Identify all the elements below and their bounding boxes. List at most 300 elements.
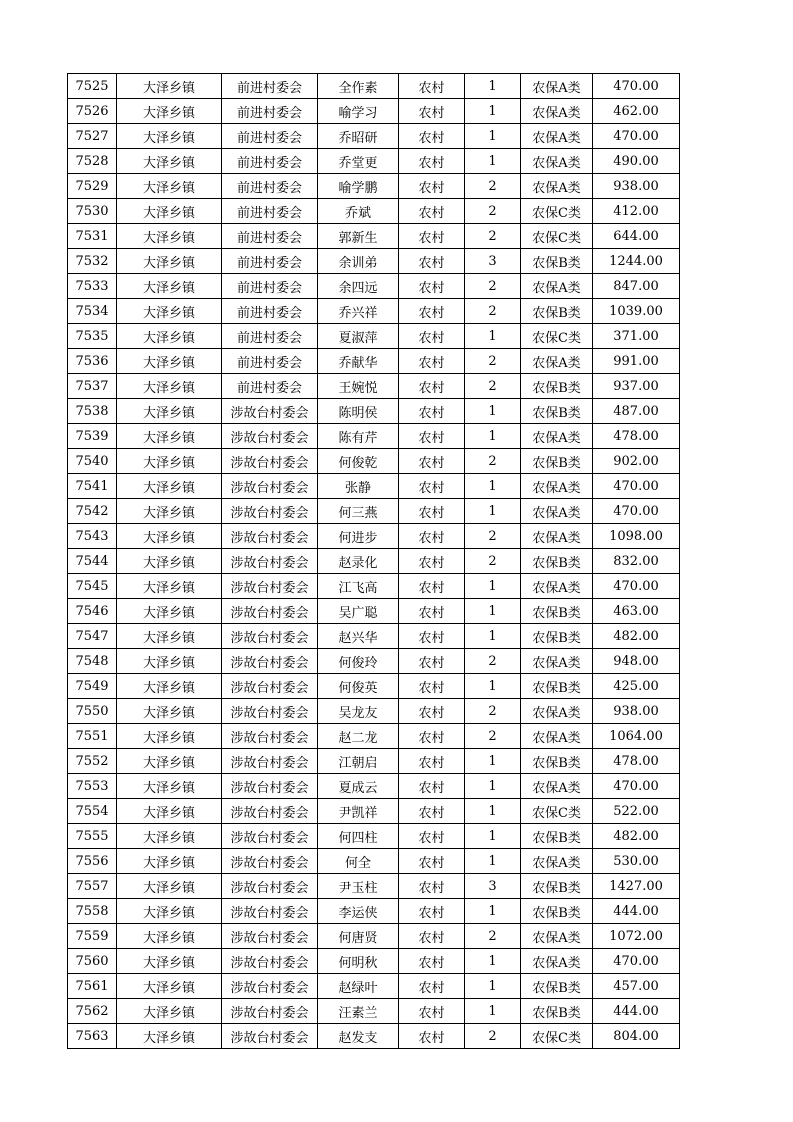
cell-village-committee: 涉故台村委会	[222, 674, 318, 699]
cell-household-type: 农村	[399, 899, 465, 924]
cell-name: 张静	[318, 474, 399, 499]
cell-town: 大泽乡镇	[117, 424, 222, 449]
table-row	[68, 1024, 680, 1049]
cell-person-count: 3	[465, 874, 521, 899]
cell-village-committee: 前进村委会	[222, 324, 318, 349]
cell-name: 何四柱	[318, 824, 399, 849]
cell-amount: 804.00	[593, 1024, 680, 1049]
table-row	[68, 974, 680, 999]
cell-name: 何俊玲	[318, 649, 399, 674]
cell-amount: 1072.00	[593, 924, 680, 949]
table-row	[68, 99, 680, 124]
cell-person-count: 1	[465, 474, 521, 499]
cell-category: 农保B类	[521, 674, 593, 699]
cell-town: 大泽乡镇	[117, 174, 222, 199]
cell-amount: 530.00	[593, 849, 680, 874]
cell-town: 大泽乡镇	[117, 749, 222, 774]
cell-village-committee: 涉故台村委会	[222, 824, 318, 849]
cell-household-type: 农村	[399, 349, 465, 374]
cell-village-committee: 涉故台村委会	[222, 799, 318, 824]
cell-name: 乔堂更	[318, 149, 399, 174]
cell-household-type: 农村	[399, 974, 465, 999]
cell-person-count: 2	[465, 299, 521, 324]
cell-name: 吴龙友	[318, 699, 399, 724]
cell-person-count: 3	[465, 249, 521, 274]
cell-town: 大泽乡镇	[117, 474, 222, 499]
cell-village-committee: 涉故台村委会	[222, 574, 318, 599]
cell-category: 农保B类	[521, 899, 593, 924]
cell-person-count: 1	[465, 424, 521, 449]
cell-name: 尹玉柱	[318, 874, 399, 899]
cell-amount: 470.00	[593, 774, 680, 799]
cell-amount: 938.00	[593, 174, 680, 199]
cell-amount: 470.00	[593, 949, 680, 974]
cell-category: 农保B类	[521, 374, 593, 399]
cell-person-count: 1	[465, 774, 521, 799]
table-row	[68, 924, 680, 949]
cell-name: 喻学习	[318, 99, 399, 124]
cell-serial-no: 7533	[68, 274, 117, 299]
cell-category: 农保C类	[521, 199, 593, 224]
table-row	[68, 599, 680, 624]
cell-serial-no: 7551	[68, 724, 117, 749]
cell-serial-no: 7542	[68, 499, 117, 524]
cell-household-type: 农村	[399, 1024, 465, 1049]
cell-name: 何俊英	[318, 674, 399, 699]
cell-person-count: 2	[465, 199, 521, 224]
cell-serial-no: 7560	[68, 949, 117, 974]
cell-category: 农保B类	[521, 549, 593, 574]
cell-name: 余训弟	[318, 249, 399, 274]
cell-amount: 644.00	[593, 224, 680, 249]
table-row	[68, 674, 680, 699]
cell-serial-no: 7547	[68, 624, 117, 649]
cell-village-committee: 涉故台村委会	[222, 849, 318, 874]
cell-category: 农保A类	[521, 949, 593, 974]
cell-village-committee: 涉故台村委会	[222, 699, 318, 724]
cell-town: 大泽乡镇	[117, 824, 222, 849]
cell-household-type: 农村	[399, 849, 465, 874]
table-row	[68, 249, 680, 274]
cell-person-count: 2	[465, 924, 521, 949]
cell-amount: 522.00	[593, 799, 680, 824]
table-row	[68, 999, 680, 1024]
cell-name: 赵发支	[318, 1024, 399, 1049]
table-row	[68, 849, 680, 874]
cell-serial-no: 7536	[68, 349, 117, 374]
cell-town: 大泽乡镇	[117, 499, 222, 524]
cell-category: 农保C类	[521, 1024, 593, 1049]
cell-household-type: 农村	[399, 874, 465, 899]
cell-person-count: 1	[465, 674, 521, 699]
cell-amount: 470.00	[593, 74, 680, 99]
cell-category: 农保A类	[521, 149, 593, 174]
table-row	[68, 349, 680, 374]
cell-amount: 482.00	[593, 624, 680, 649]
cell-category: 农保A类	[521, 274, 593, 299]
cell-town: 大泽乡镇	[117, 449, 222, 474]
cell-category: 农保B类	[521, 824, 593, 849]
cell-category: 农保C类	[521, 799, 593, 824]
cell-town: 大泽乡镇	[117, 624, 222, 649]
cell-household-type: 农村	[399, 949, 465, 974]
cell-village-committee: 涉故台村委会	[222, 774, 318, 799]
cell-village-committee: 前进村委会	[222, 124, 318, 149]
cell-serial-no: 7527	[68, 124, 117, 149]
cell-person-count: 1	[465, 499, 521, 524]
cell-town: 大泽乡镇	[117, 274, 222, 299]
cell-village-committee: 涉故台村委会	[222, 724, 318, 749]
cell-amount: 478.00	[593, 424, 680, 449]
cell-village-committee: 前进村委会	[222, 299, 318, 324]
cell-amount: 938.00	[593, 699, 680, 724]
cell-village-committee: 涉故台村委会	[222, 424, 318, 449]
cell-person-count: 1	[465, 399, 521, 424]
cell-village-committee: 涉故台村委会	[222, 749, 318, 774]
table-row	[68, 174, 680, 199]
cell-village-committee: 涉故台村委会	[222, 499, 318, 524]
cell-town: 大泽乡镇	[117, 874, 222, 899]
cell-town: 大泽乡镇	[117, 524, 222, 549]
cell-person-count: 2	[465, 1024, 521, 1049]
cell-amount: 937.00	[593, 374, 680, 399]
cell-household-type: 农村	[399, 774, 465, 799]
cell-town: 大泽乡镇	[117, 374, 222, 399]
table-row	[68, 324, 680, 349]
cell-person-count: 2	[465, 174, 521, 199]
cell-amount: 1244.00	[593, 249, 680, 274]
cell-category: 农保B类	[521, 399, 593, 424]
cell-person-count: 1	[465, 574, 521, 599]
cell-town: 大泽乡镇	[117, 249, 222, 274]
table-row	[68, 449, 680, 474]
cell-category: 农保A类	[521, 74, 593, 99]
cell-village-committee: 涉故台村委会	[222, 874, 318, 899]
cell-category: 农保C类	[521, 224, 593, 249]
table-row	[68, 424, 680, 449]
cell-name: 王婉悦	[318, 374, 399, 399]
cell-name: 赵兴华	[318, 624, 399, 649]
cell-category: 农保B类	[521, 749, 593, 774]
cell-village-committee: 涉故台村委会	[222, 474, 318, 499]
cell-person-count: 1	[465, 949, 521, 974]
cell-village-committee: 前进村委会	[222, 199, 318, 224]
table-row	[68, 299, 680, 324]
cell-amount: 425.00	[593, 674, 680, 699]
cell-person-count: 1	[465, 999, 521, 1024]
cell-amount: 470.00	[593, 574, 680, 599]
cell-town: 大泽乡镇	[117, 574, 222, 599]
cell-person-count: 1	[465, 149, 521, 174]
cell-serial-no: 7562	[68, 999, 117, 1024]
cell-town: 大泽乡镇	[117, 224, 222, 249]
table-row	[68, 374, 680, 399]
cell-serial-no: 7554	[68, 799, 117, 824]
cell-village-committee: 前进村委会	[222, 149, 318, 174]
cell-name: 李运侠	[318, 899, 399, 924]
cell-name: 乔昭研	[318, 124, 399, 149]
cell-person-count: 2	[465, 724, 521, 749]
cell-name: 何俊乾	[318, 449, 399, 474]
cell-name: 何明秋	[318, 949, 399, 974]
table-row	[68, 549, 680, 574]
cell-category: 农保A类	[521, 574, 593, 599]
table-row	[68, 824, 680, 849]
cell-name: 尹凯祥	[318, 799, 399, 824]
cell-name: 赵绿叶	[318, 974, 399, 999]
cell-category: 农保B类	[521, 999, 593, 1024]
cell-person-count: 1	[465, 749, 521, 774]
cell-household-type: 农村	[399, 124, 465, 149]
cell-village-committee: 涉故台村委会	[222, 999, 318, 1024]
cell-amount: 478.00	[593, 749, 680, 774]
cell-person-count: 1	[465, 849, 521, 874]
cell-serial-no: 7550	[68, 699, 117, 724]
cell-amount: 470.00	[593, 499, 680, 524]
cell-serial-no: 7528	[68, 149, 117, 174]
cell-town: 大泽乡镇	[117, 324, 222, 349]
cell-town: 大泽乡镇	[117, 549, 222, 574]
cell-amount: 457.00	[593, 974, 680, 999]
cell-household-type: 农村	[399, 424, 465, 449]
table-row	[68, 649, 680, 674]
cell-name: 全作素	[318, 74, 399, 99]
table-row	[68, 874, 680, 899]
cell-serial-no: 7526	[68, 99, 117, 124]
cell-name: 何进步	[318, 524, 399, 549]
cell-name: 何全	[318, 849, 399, 874]
cell-serial-no: 7531	[68, 224, 117, 249]
cell-serial-no: 7525	[68, 74, 117, 99]
cell-amount: 1039.00	[593, 299, 680, 324]
cell-household-type: 农村	[399, 249, 465, 274]
cell-serial-no: 7541	[68, 474, 117, 499]
cell-category: 农保B类	[521, 599, 593, 624]
cell-name: 喻学鹏	[318, 174, 399, 199]
cell-name: 江飞高	[318, 574, 399, 599]
cell-household-type: 农村	[399, 824, 465, 849]
cell-category: 农保B类	[521, 299, 593, 324]
cell-amount: 490.00	[593, 149, 680, 174]
cell-serial-no: 7559	[68, 924, 117, 949]
cell-amount: 948.00	[593, 649, 680, 674]
cell-category: 农保A类	[521, 524, 593, 549]
cell-town: 大泽乡镇	[117, 1024, 222, 1049]
cell-name: 郭新生	[318, 224, 399, 249]
table-row	[68, 399, 680, 424]
cell-serial-no: 7544	[68, 549, 117, 574]
cell-household-type: 农村	[399, 99, 465, 124]
cell-household-type: 农村	[399, 649, 465, 674]
cell-serial-no: 7538	[68, 399, 117, 424]
cell-town: 大泽乡镇	[117, 799, 222, 824]
cell-person-count: 1	[465, 599, 521, 624]
cell-person-count: 2	[465, 374, 521, 399]
cell-amount: 371.00	[593, 324, 680, 349]
cell-name: 江朝启	[318, 749, 399, 774]
cell-serial-no: 7529	[68, 174, 117, 199]
cell-village-committee: 涉故台村委会	[222, 1024, 318, 1049]
cell-person-count: 2	[465, 274, 521, 299]
table-row	[68, 574, 680, 599]
table-row	[68, 224, 680, 249]
cell-village-committee: 涉故台村委会	[222, 649, 318, 674]
cell-person-count: 2	[465, 524, 521, 549]
cell-name: 赵录化	[318, 549, 399, 574]
cell-amount: 1098.00	[593, 524, 680, 549]
cell-town: 大泽乡镇	[117, 349, 222, 374]
cell-household-type: 农村	[399, 624, 465, 649]
cell-village-committee: 前进村委会	[222, 174, 318, 199]
cell-household-type: 农村	[399, 524, 465, 549]
cell-household-type: 农村	[399, 324, 465, 349]
cell-amount: 482.00	[593, 824, 680, 849]
cell-serial-no: 7561	[68, 974, 117, 999]
cell-person-count: 1	[465, 324, 521, 349]
roster-body	[68, 74, 680, 1049]
cell-serial-no: 7549	[68, 674, 117, 699]
cell-household-type: 农村	[399, 474, 465, 499]
table-row	[68, 624, 680, 649]
cell-category: 农保B类	[521, 874, 593, 899]
cell-household-type: 农村	[399, 499, 465, 524]
cell-serial-no: 7532	[68, 249, 117, 274]
cell-village-committee: 前进村委会	[222, 249, 318, 274]
table-row	[68, 749, 680, 774]
cell-town: 大泽乡镇	[117, 124, 222, 149]
cell-household-type: 农村	[399, 199, 465, 224]
cell-person-count: 1	[465, 974, 521, 999]
cell-town: 大泽乡镇	[117, 149, 222, 174]
cell-village-committee: 涉故台村委会	[222, 449, 318, 474]
cell-town: 大泽乡镇	[117, 74, 222, 99]
cell-person-count: 1	[465, 99, 521, 124]
cell-name: 夏成云	[318, 774, 399, 799]
cell-household-type: 农村	[399, 999, 465, 1024]
cell-name: 乔斌	[318, 199, 399, 224]
cell-category: 农保A类	[521, 849, 593, 874]
cell-amount: 832.00	[593, 549, 680, 574]
table-row	[68, 774, 680, 799]
cell-household-type: 农村	[399, 149, 465, 174]
cell-name: 余四远	[318, 274, 399, 299]
cell-category: 农保A类	[521, 724, 593, 749]
cell-category: 农保A类	[521, 174, 593, 199]
cell-name: 何唐贤	[318, 924, 399, 949]
cell-serial-no: 7539	[68, 424, 117, 449]
cell-category: 农保B类	[521, 249, 593, 274]
cell-household-type: 农村	[399, 274, 465, 299]
cell-amount: 463.00	[593, 599, 680, 624]
cell-amount: 444.00	[593, 899, 680, 924]
cell-household-type: 农村	[399, 449, 465, 474]
cell-household-type: 农村	[399, 299, 465, 324]
cell-town: 大泽乡镇	[117, 774, 222, 799]
table-row	[68, 499, 680, 524]
cell-person-count: 2	[465, 549, 521, 574]
cell-town: 大泽乡镇	[117, 599, 222, 624]
roster-table	[67, 73, 680, 1049]
cell-town: 大泽乡镇	[117, 674, 222, 699]
cell-category: 农保A类	[521, 99, 593, 124]
cell-serial-no: 7543	[68, 524, 117, 549]
cell-town: 大泽乡镇	[117, 899, 222, 924]
table-row	[68, 699, 680, 724]
cell-amount: 1427.00	[593, 874, 680, 899]
cell-amount: 902.00	[593, 449, 680, 474]
cell-town: 大泽乡镇	[117, 949, 222, 974]
cell-household-type: 农村	[399, 674, 465, 699]
cell-household-type: 农村	[399, 924, 465, 949]
table-row	[68, 124, 680, 149]
cell-village-committee: 涉故台村委会	[222, 924, 318, 949]
cell-amount: 444.00	[593, 999, 680, 1024]
cell-village-committee: 前进村委会	[222, 374, 318, 399]
cell-person-count: 2	[465, 224, 521, 249]
cell-village-committee: 前进村委会	[222, 224, 318, 249]
cell-amount: 470.00	[593, 124, 680, 149]
cell-town: 大泽乡镇	[117, 649, 222, 674]
table-row	[68, 799, 680, 824]
cell-category: 农保A类	[521, 924, 593, 949]
cell-name: 何三燕	[318, 499, 399, 524]
cell-person-count: 1	[465, 124, 521, 149]
cell-town: 大泽乡镇	[117, 199, 222, 224]
cell-person-count: 2	[465, 649, 521, 674]
cell-household-type: 农村	[399, 574, 465, 599]
table-row	[68, 524, 680, 549]
cell-person-count: 2	[465, 699, 521, 724]
cell-household-type: 农村	[399, 224, 465, 249]
cell-serial-no: 7540	[68, 449, 117, 474]
table-row	[68, 899, 680, 924]
cell-serial-no: 7553	[68, 774, 117, 799]
cell-town: 大泽乡镇	[117, 699, 222, 724]
cell-name: 乔献华	[318, 349, 399, 374]
table-row	[68, 199, 680, 224]
cell-household-type: 农村	[399, 549, 465, 574]
table-row	[68, 274, 680, 299]
table-row	[68, 149, 680, 174]
cell-serial-no: 7537	[68, 374, 117, 399]
cell-category: 农保B类	[521, 974, 593, 999]
cell-category: 农保A类	[521, 424, 593, 449]
cell-serial-no: 7545	[68, 574, 117, 599]
cell-town: 大泽乡镇	[117, 99, 222, 124]
cell-household-type: 农村	[399, 599, 465, 624]
cell-village-committee: 涉故台村委会	[222, 549, 318, 574]
cell-name: 吴广聪	[318, 599, 399, 624]
cell-category: 农保B类	[521, 449, 593, 474]
cell-village-committee: 涉故台村委会	[222, 599, 318, 624]
cell-category: 农保A类	[521, 474, 593, 499]
cell-serial-no: 7558	[68, 899, 117, 924]
table-row	[68, 949, 680, 974]
cell-category: 农保A类	[521, 699, 593, 724]
cell-person-count: 1	[465, 74, 521, 99]
cell-category: 农保A类	[521, 349, 593, 374]
cell-town: 大泽乡镇	[117, 399, 222, 424]
cell-category: 农保C类	[521, 324, 593, 349]
cell-serial-no: 7552	[68, 749, 117, 774]
cell-household-type: 农村	[399, 799, 465, 824]
cell-name: 夏淑萍	[318, 324, 399, 349]
cell-serial-no: 7555	[68, 824, 117, 849]
cell-household-type: 农村	[399, 399, 465, 424]
cell-amount: 847.00	[593, 274, 680, 299]
cell-village-committee: 涉故台村委会	[222, 524, 318, 549]
cell-person-count: 2	[465, 449, 521, 474]
